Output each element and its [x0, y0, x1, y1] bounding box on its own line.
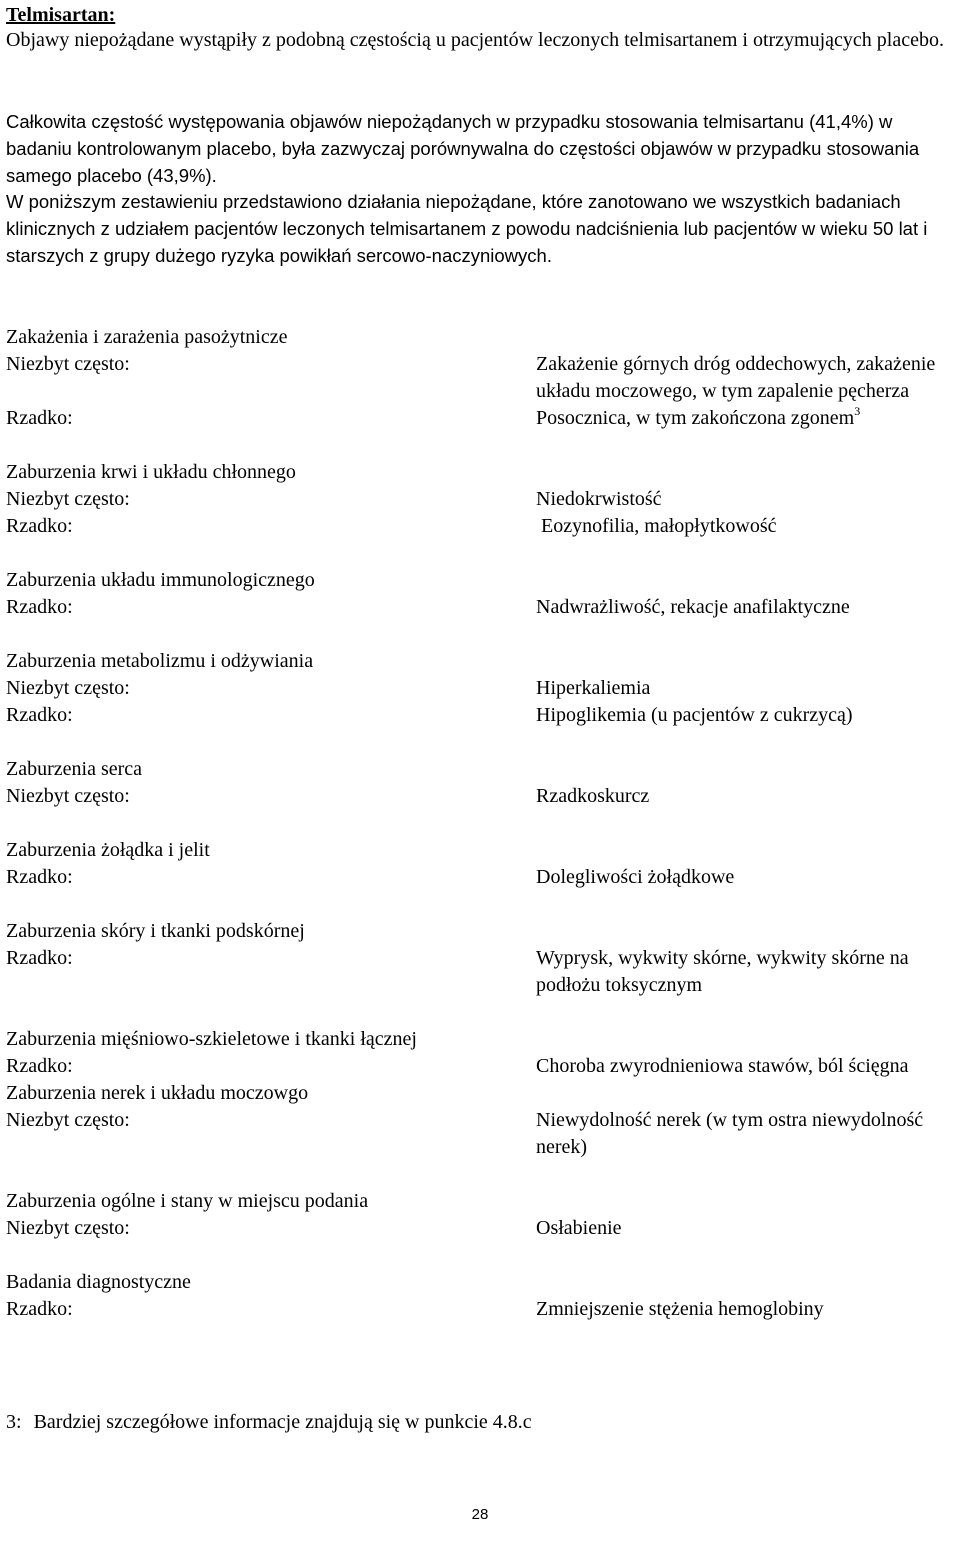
effects-text: Niedokrwistość: [536, 488, 662, 510]
soc-name: Zaburzenia skóry i tkanki podskórnej: [6, 920, 305, 942]
frequency-label: Rzadko:: [6, 596, 73, 618]
soc-block: [6, 1026, 956, 1080]
effects-text: Dolegliwości żołądkowe: [536, 866, 735, 888]
soc-block: [6, 324, 956, 432]
soc-block: [6, 1188, 956, 1242]
paragraph-intro: Objawy niepożądane wystąpiły z podobną częstością u pacjentów leczonych telmisartanem i otrzymujących placebo.: [6, 29, 944, 51]
effects-text: Nadwrażliwość, rekacje anafilaktyczne: [536, 596, 850, 618]
frequency-row: [6, 1296, 956, 1323]
frequency-label: Rzadko:: [6, 866, 73, 888]
frequency-label: Niezbyt często:: [6, 488, 130, 510]
footnote-mark: 3:: [6, 1411, 22, 1433]
soc-block: [6, 1269, 956, 1323]
frequency-row: [6, 864, 956, 891]
page-number: 28: [471, 1506, 489, 1523]
frequency-row: [6, 405, 956, 432]
soc-name: Zaburzenia serca: [6, 758, 143, 780]
soc-block: [6, 837, 956, 891]
soc-block: [6, 918, 956, 999]
soc-name: Badania diagnostyczne: [6, 1271, 191, 1293]
frequency-row: [6, 486, 956, 513]
effects-text: Hipoglikemia (u pacjentów z cukrzycą): [536, 704, 853, 726]
soc-name: Zakażenia i zarażenia pasożytnicze: [6, 326, 288, 348]
soc-name: Zaburzenia krwi i układu chłonnego: [6, 461, 296, 483]
soc-name: Zaburzenia metabolizmu i odżywiania: [6, 650, 314, 672]
paragraph-summary: W poniższym zestawieniu przedstawiono działania niepożądane, które zanotowano we wszystkich badaniach klinicznych z udziałem pacjentów leczonych telmisartanem z powodu nadciśnienia lub pacjentów w wieku 50 lat i starszych z grupy dużego ryzyka powikłań sercowo-naczyniowych.: [6, 191, 928, 267]
soc-name: Zaburzenia nerek i układu moczowgo: [6, 1082, 309, 1104]
effects-text: Osłabienie: [536, 1217, 622, 1239]
frequency-label: Niezbyt często:: [6, 785, 130, 807]
effects-text: Eozynofilia, małopłytkowość: [536, 515, 777, 537]
frequency-label: Rzadko:: [6, 704, 73, 726]
frequency-label: Rzadko:: [6, 1055, 73, 1077]
frequency-row: [6, 513, 956, 540]
adverse-effects-list: [6, 324, 956, 1323]
soc-block: [6, 756, 956, 810]
effects-text: Wyprysk, wykwity skórne, wykwity skórne na podłożu toksycznym: [536, 947, 909, 996]
frequency-row: [6, 702, 956, 729]
effects-text: Zakażenie górnych dróg oddechowych, zakażenie układu moczowego, w tym zapalenie pęcherza: [536, 353, 936, 402]
frequency-label: Rzadko:: [6, 515, 73, 537]
footnote-text: Bardziej szczegółowe informacje znajdują się w punkcie 4.8.c: [33, 1411, 532, 1433]
frequency-label: Niezbyt często:: [6, 677, 130, 699]
effects-text: Niewydolność nerek (w tym ostra niewydolność nerek): [536, 1109, 924, 1158]
effects-cell: [536, 405, 946, 432]
soc-block: [6, 1080, 956, 1161]
frequency-label: Niezbyt często:: [6, 1217, 130, 1239]
section-heading: Telmisartan:: [6, 4, 116, 26]
effects-text: Hiperkaliemia: [536, 677, 651, 699]
frequency-label: Niezbyt często:: [6, 353, 130, 375]
frequency-row: [6, 351, 956, 405]
soc-name: Zaburzenia ogólne i stany w miejscu podania: [6, 1190, 369, 1212]
footnote-reference: 3: [854, 404, 861, 418]
soc-name: Zaburzenia układu immunologicznego: [6, 569, 315, 591]
frequency-label: Rzadko:: [6, 407, 73, 429]
soc-name: Zaburzenia żołądka i jelit: [6, 839, 210, 861]
soc-name: Zaburzenia mięśniowo-szkieletowe i tkanki łącznej: [6, 1028, 417, 1050]
effects-text: Zmniejszenie stężenia hemoglobiny: [536, 1298, 824, 1320]
effects-text: Posocznica, w tym zakończona zgonem: [536, 407, 855, 429]
frequency-row: [6, 783, 956, 810]
paragraph-incidence: Całkowita częstość występowania objawów niepożądanych w przypadku stosowania telmisartanu (41,4%) w badaniu kontrolowanym placebo, była zazwyczaj porównywalna do częstości objawów w przypadku stosowania samego placebo (43,9%).: [6, 111, 920, 187]
frequency-row: [6, 1215, 956, 1242]
frequency-label: Niezbyt często:: [6, 1109, 130, 1131]
soc-block: [6, 567, 956, 621]
soc-block: [6, 648, 956, 729]
frequency-row: [6, 594, 956, 621]
frequency-label: Rzadko:: [6, 1298, 73, 1320]
frequency-label: Rzadko:: [6, 947, 73, 969]
effects-text: Choroba zwyrodnieniowa stawów, ból ścięgna: [536, 1055, 909, 1077]
effects-text: Rzadkoskurcz: [536, 785, 650, 807]
frequency-row: [6, 1107, 956, 1161]
frequency-row: [6, 945, 956, 999]
frequency-row: [6, 675, 956, 702]
footnote: [6, 1409, 532, 1436]
frequency-row: [6, 1053, 956, 1080]
soc-block: [6, 459, 956, 540]
